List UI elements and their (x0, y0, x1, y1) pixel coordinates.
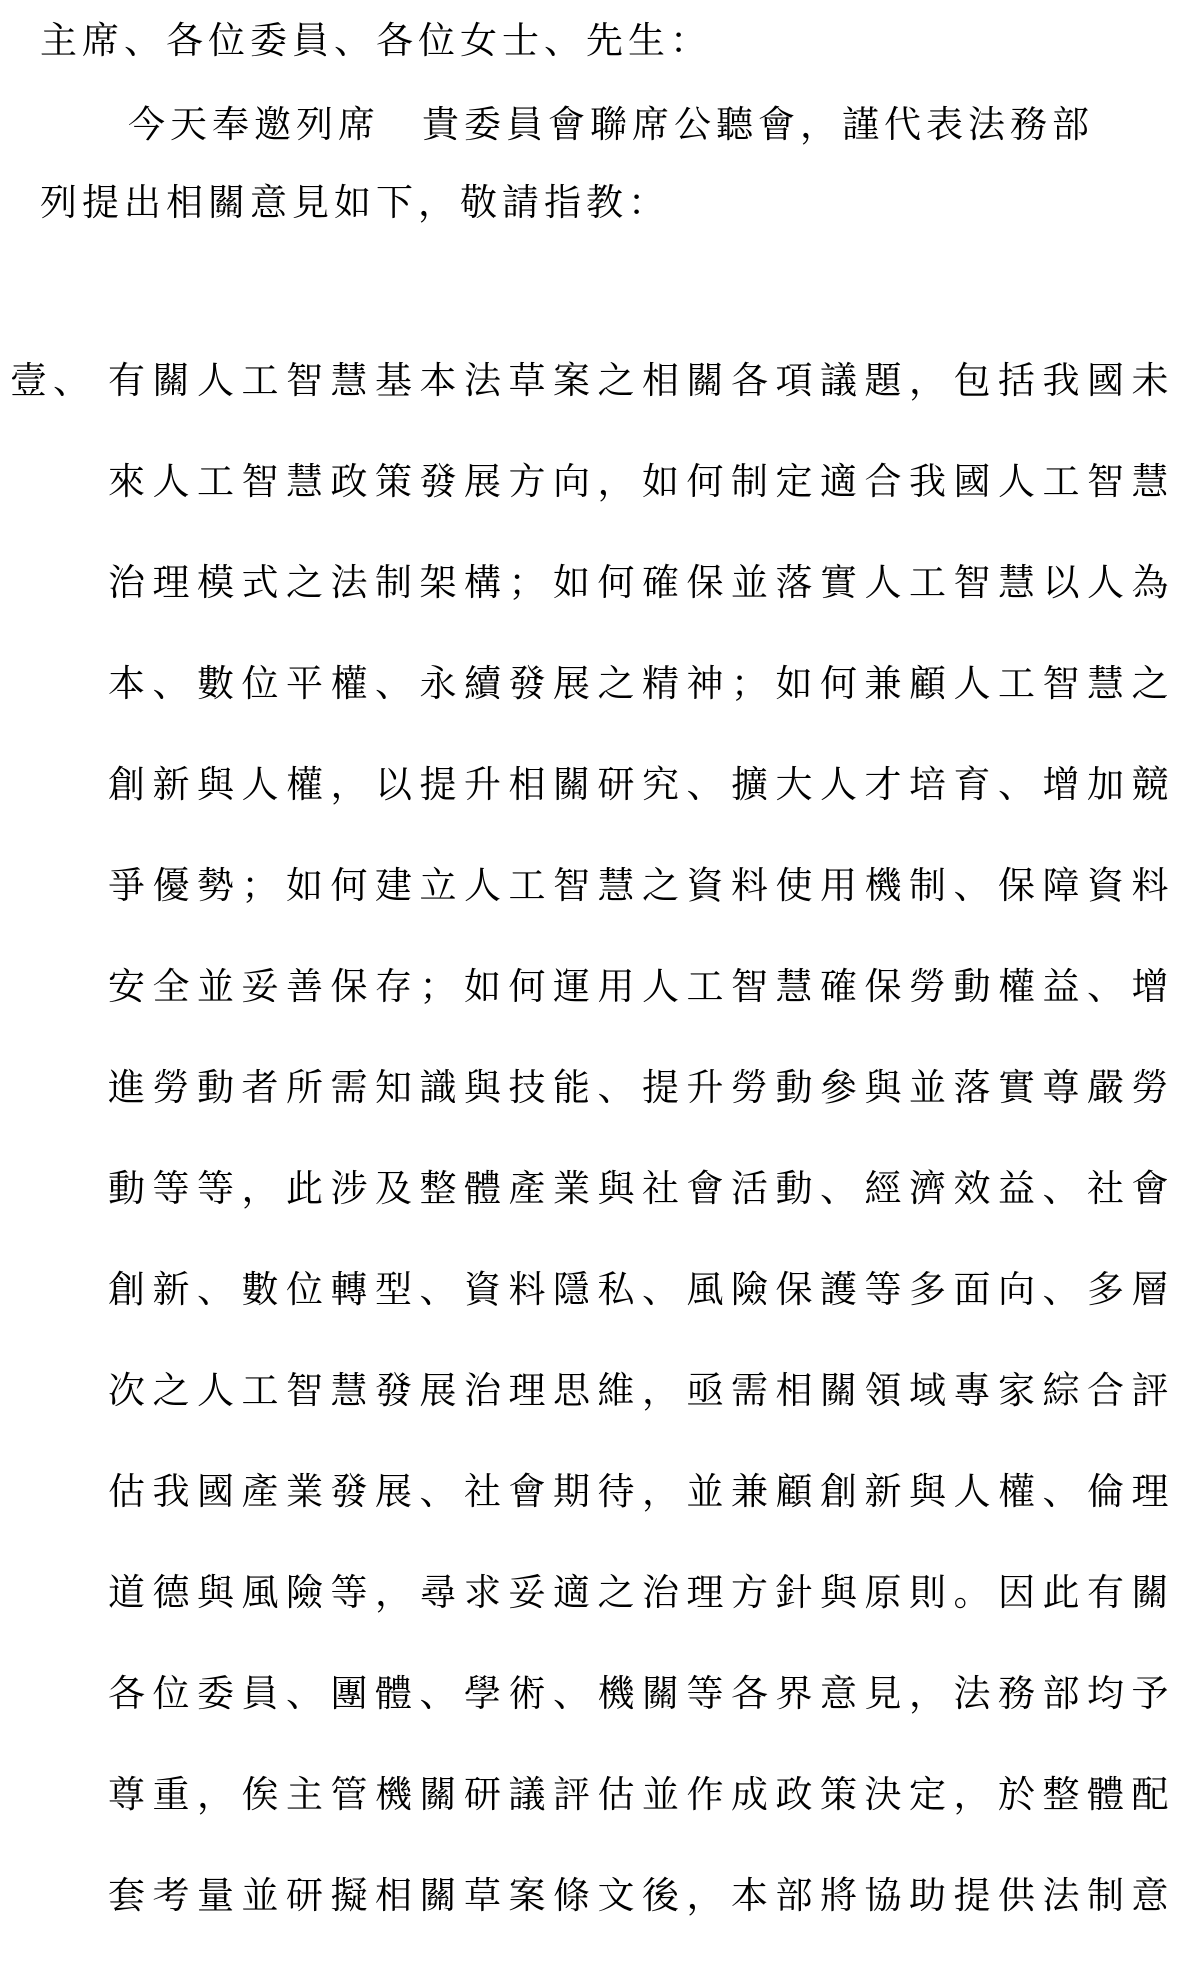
section-1-line: 次之人工智慧發展治理思維，亟需相關領域專家綜合評 (108, 1369, 1176, 1412)
section-1-line: 創新、數位轉型、資料隱私、風險保護等多面向、多層 (108, 1268, 1176, 1311)
section-1-line: 安全並妥善保存；如何運用人工智慧確保勞動權益、增 (108, 965, 1176, 1008)
section-1-body (108, 358, 1176, 1974)
section-1-line: 進勞動者所需知識與技能、提升勞動參與並落實尊嚴勞 (108, 1066, 1176, 1109)
section-1-line: 估我國產業發展、社會期待，並兼顧創新與人權、倫理 (108, 1470, 1176, 1513)
section-1-line: 有關人工智慧基本法草案之相關各項議題，包括我國未 (108, 359, 1176, 402)
section-1-line: 各位委員、團體、學術、機關等各界意見，法務部均予 (108, 1672, 1176, 1715)
section-1-line: 套考量並研擬相關草案條文後，本部將協助提供法制意 (108, 1874, 1176, 1917)
section-1-line: 道德與風險等，尋求妥適之治理方針與原則。因此有關 (108, 1571, 1176, 1614)
section-1-marker: 壹、 (10, 359, 96, 402)
section-1-line: 治理模式之法制架構；如何確保並落實人工智慧以人為 (108, 561, 1176, 604)
intro-line-1: 今天奉邀列席 貴委員會聯席公聽會，謹代表法務部 (128, 103, 1094, 146)
section-1-line: 爭優勢；如何建立人工智慧之資料使用機制、保障資料 (108, 864, 1176, 907)
section-1-line: 創新與人權，以提升相關研究、擴大人才培育、增加競 (108, 763, 1176, 806)
section-1-line: 動等等，此涉及整體產業與社會活動、經濟效益、社會 (108, 1167, 1176, 1210)
intro-line-2: 列提出相關意見如下，敬請指教： (40, 181, 670, 224)
section-1-line: 來人工智慧政策發展方向，如何制定適合我國人工智慧 (108, 460, 1176, 503)
greeting-line: 主席、各位委員、各位女士、先生： (40, 19, 712, 62)
section-1-line: 本、數位平權、永續發展之精神；如何兼顧人工智慧之 (108, 662, 1176, 705)
section-1-line: 尊重，俟主管機關研議評估並作成政策決定，於整體配 (108, 1773, 1176, 1816)
